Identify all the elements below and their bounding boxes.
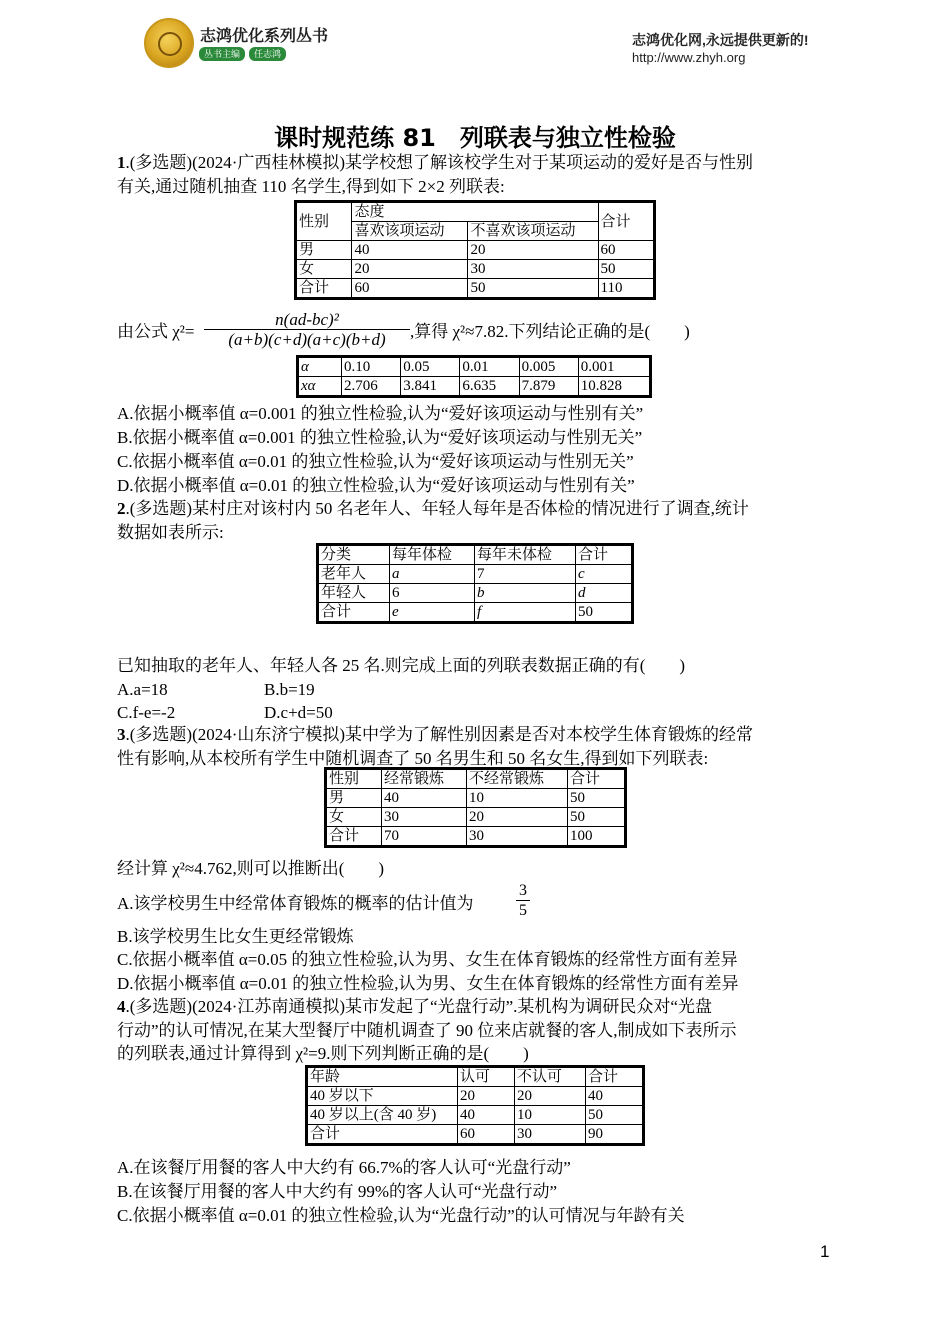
table-cell: 不经常锻炼 [467, 769, 568, 789]
q3-stem: 经计算 χ²≈4.762,则可以推断出( ) [117, 859, 385, 878]
table-cell: xα [298, 377, 342, 397]
page-title: 课时规范练 81 列联表与独立性检验 [274, 124, 676, 152]
table-cell: 30 [515, 1125, 586, 1145]
table-cell: 40 岁以上(含 40 岁) [307, 1106, 458, 1125]
table-cell: 60 [352, 279, 468, 299]
table-cell: 20 [515, 1087, 586, 1106]
table-cell: 60 [598, 241, 654, 260]
table-cell: 0.10 [342, 357, 401, 377]
table-cell: 合计 [296, 279, 352, 299]
table-row [298, 377, 651, 397]
q1-formula-prefix: 由公式 χ²= [117, 322, 195, 341]
table-cell: 性别 [326, 769, 382, 789]
q2-option-a: A.a=18 [117, 680, 168, 699]
table-cell: 70 [382, 827, 467, 847]
table-cell: 合计 [318, 603, 390, 623]
table-cell: 40 [382, 789, 467, 808]
q1-th-dislike: 不喜欢该项运动 [468, 222, 598, 241]
table-cell: 50 [568, 789, 626, 808]
q4-line2: 行动”的认可情况,在某大型餐厅中随机调查了 90 位来店就餐的客人,制成如下表所示 [117, 1021, 737, 1040]
table-cell: 合计 [568, 769, 626, 789]
q4-option-b: B.在该餐厅用餐的客人中大约有 99%的客人认可“光盘行动” [117, 1182, 558, 1201]
q3-table [324, 767, 627, 848]
q1-contingency-table [294, 200, 656, 300]
table-cell: 合计 [586, 1067, 644, 1087]
page-number: 1 [820, 1242, 830, 1261]
table-cell: 90 [586, 1125, 644, 1145]
table-cell: 30 [468, 260, 598, 279]
table-row [326, 808, 626, 827]
table-cell: 50 [598, 260, 654, 279]
table-cell: 40 [586, 1087, 644, 1106]
q3-option-c: C.依据小概率值 α=0.05 的独立性检验,认为男、女生在体育锻炼的经常性方面有差异 [117, 950, 738, 969]
q3-option-a: A.该学校男生中经常体育锻炼的概率的估计值为 [117, 894, 474, 913]
table-cell: 男 [296, 241, 352, 260]
table-cell: 合计 [326, 827, 382, 847]
table-row [318, 545, 633, 565]
table-row [307, 1087, 644, 1106]
q3-line1: 3.(多选题)(2024·山东济宁模拟)某中学为了解性别因素是否对本校学生体育锻炼的经常 [117, 725, 754, 744]
table-cell: 女 [296, 260, 352, 279]
table-row [307, 1106, 644, 1125]
table-cell: 认可 [458, 1067, 515, 1087]
table-cell: 男 [326, 789, 382, 808]
table-cell: 7.879 [519, 377, 578, 397]
table-cell: 50 [586, 1106, 644, 1125]
table-cell: 不认可 [515, 1067, 586, 1087]
table-cell: 2.706 [342, 377, 401, 397]
table-cell: e [390, 603, 475, 623]
table-cell: 0.001 [578, 357, 650, 377]
table-cell: 10.828 [578, 377, 650, 397]
table-cell: 50 [468, 279, 598, 299]
badge-editor-name: 任志鸿 [249, 47, 286, 61]
q1-option-d: D.依据小概率值 α=0.01 的独立性检验,认为“爱好该项运动与性别有关” [117, 476, 635, 495]
table-row [326, 789, 626, 808]
q1-number: 1 [117, 153, 126, 172]
header-url[interactable]: http://www.zhyh.org [632, 50, 746, 65]
q3-line2: 性有影响,从本校所有学生中随机调查了 50 名男生和 50 名女生,得到如下列联表: [117, 749, 709, 768]
table-cell: 经常锻炼 [382, 769, 467, 789]
table-row [318, 603, 633, 623]
table-cell: 0.005 [519, 357, 578, 377]
table-cell: 合计 [307, 1125, 458, 1145]
table-cell: 分类 [318, 545, 390, 565]
table-cell: b [475, 584, 576, 603]
table-row [296, 241, 655, 260]
table-row [296, 260, 655, 279]
table-cell: 50 [568, 808, 626, 827]
table-cell: 3.841 [401, 377, 460, 397]
q3-number: 3 [117, 725, 126, 744]
table-cell: 7 [475, 565, 576, 584]
q1-th-like: 喜欢该项运动 [352, 222, 468, 241]
table-row [326, 827, 626, 847]
table-row [318, 584, 633, 603]
table-row [307, 1125, 644, 1145]
table-cell: 40 岁以下 [307, 1087, 458, 1106]
q4-option-c: C.依据小概率值 α=0.01 的独立性检验,认为“光盘行动”的认可情况与年龄有关 [117, 1206, 685, 1225]
q1-th-total: 合计 [598, 202, 654, 241]
table-cell: 合计 [576, 545, 633, 565]
q4-line3: 的列联表,通过计算得到 χ²=9.则下列判断正确的是( ) [117, 1044, 529, 1063]
q3-option-a-fraction [516, 881, 530, 920]
table-cell: 20 [468, 241, 598, 260]
q2-stem: 已知抽取的老年人、年轻人各 25 名.则完成上面的列联表数据正确的有( ) [117, 656, 686, 675]
table-cell: 10 [515, 1106, 586, 1125]
q1-formula-numerator: n(ad-bc)² [275, 310, 339, 329]
table-cell: a [390, 565, 475, 584]
table-cell: 6.635 [460, 377, 519, 397]
q1-critical-value-table [296, 355, 652, 398]
table-cell: 60 [458, 1125, 515, 1145]
q4-option-a: A.在该餐厅用餐的客人中大约有 66.7%的客人认可“光盘行动” [117, 1158, 571, 1177]
q1-option-b: B.依据小概率值 α=0.001 的独立性检验,认为“爱好该项运动与性别无关” [117, 428, 643, 447]
q3-option-b: B.该学校男生比女生更经常锻炼 [117, 927, 354, 946]
table-cell: 110 [598, 279, 654, 299]
q1-line1: 1.(多选题)(2024·广西桂林模拟)某学校想了解该校学生对于某项运动的爱好是否与性别 [117, 153, 754, 172]
q1-option-c: C.依据小概率值 α=0.01 的独立性检验,认为“爱好该项运动与性别无关” [117, 452, 634, 471]
table-cell: 老年人 [318, 565, 390, 584]
q1-th-gender: 性别 [296, 202, 352, 241]
table-row [326, 769, 626, 789]
table-cell: c [576, 565, 633, 584]
table-cell: 0.01 [460, 357, 519, 377]
brand-title: 志鸿优化系列丛书 [200, 28, 329, 45]
q4-number: 4 [117, 997, 126, 1016]
q2-option-c: C.f-e=-2 [117, 703, 176, 722]
q3-fraction-denominator: 5 [516, 900, 530, 920]
table-cell: 每年体检 [390, 545, 475, 565]
table-cell: 6 [390, 584, 475, 603]
table-row [318, 565, 633, 584]
q4-table [305, 1065, 645, 1146]
table-cell: 10 [467, 789, 568, 808]
table-cell: 20 [458, 1087, 515, 1106]
table-cell: 20 [352, 260, 468, 279]
table-cell: 30 [467, 827, 568, 847]
q1-th-attitude: 态度 [352, 202, 598, 222]
q2-option-b: B.b=19 [264, 680, 315, 699]
q1-formula-fraction [204, 311, 410, 350]
table-row [298, 357, 651, 377]
table-cell: f [475, 603, 576, 623]
q2-line1: 2.(多选题)某村庄对该村内 50 名老年人、年轻人每年是否体检的情况进行了调查,统计 [117, 499, 749, 518]
q3-option-d: D.依据小概率值 α=0.01 的独立性检验,认为男、女生在体育锻炼的经常性方面有差异 [117, 974, 739, 993]
brand-badges [199, 47, 286, 61]
q1-option-a: A.依据小概率值 α=0.001 的独立性检验,认为“爱好该项运动与性别有关” [117, 404, 644, 423]
table-cell: 年轻人 [318, 584, 390, 603]
q1-line2: 有关,通过随机抽查 110 名学生,得到如下 2×2 列联表: [117, 177, 505, 196]
q2-table [316, 543, 634, 624]
table-cell: α [298, 357, 342, 377]
table-row [307, 1067, 644, 1087]
brand-logo [144, 18, 194, 68]
table-cell: 年龄 [307, 1067, 458, 1087]
table-cell: 女 [326, 808, 382, 827]
table-cell: 100 [568, 827, 626, 847]
q2-option-d: D.c+d=50 [264, 703, 333, 722]
q2-line2: 数据如表所示: [117, 523, 224, 542]
q4-line1: 4.(多选题)(2024·江苏南通模拟)某市发起了“光盘行动”.某机构为调研民众对“光盘 [117, 997, 712, 1016]
q2-number: 2 [117, 499, 126, 518]
q1-formula-suffix: ,算得 χ²≈7.82.下列结论正确的是( ) [410, 322, 690, 341]
table-cell: d [576, 584, 633, 603]
table-cell: 0.05 [401, 357, 460, 377]
q3-fraction-numerator: 3 [519, 882, 527, 899]
table-cell: 30 [382, 808, 467, 827]
table-cell: 40 [352, 241, 468, 260]
table-row [296, 279, 655, 299]
table-cell: 40 [458, 1106, 515, 1125]
header-slogan: 志鸿优化网,永远提供更新的! [632, 32, 809, 48]
badge-editor-label: 丛书主编 [199, 47, 245, 61]
table-cell: 每年未体检 [475, 545, 576, 565]
table-cell: 50 [576, 603, 633, 623]
q1-formula-denominator: (a+b)(c+d)(a+c)(b+d) [204, 329, 410, 350]
table-cell: 20 [467, 808, 568, 827]
